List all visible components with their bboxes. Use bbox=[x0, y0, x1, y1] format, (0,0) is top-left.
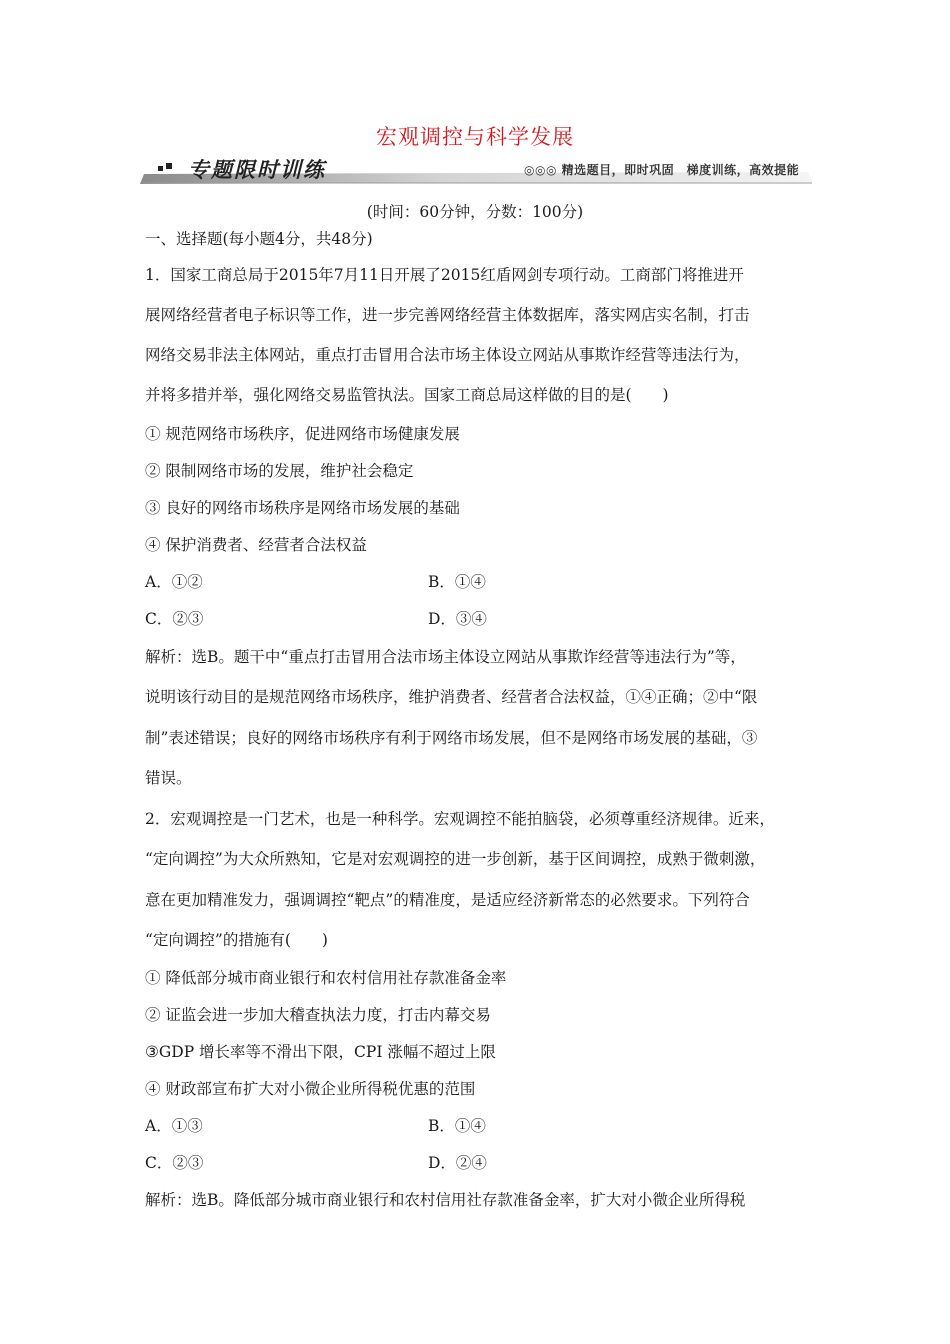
q2-option-d: D．②④ bbox=[428, 1154, 487, 1172]
q1-option-b: B．①④ bbox=[428, 573, 486, 591]
q1-stem-line: 并将多措并举，强化网络交易监管执法。国家工商总局这样做的目的是( ) bbox=[145, 386, 669, 404]
exam-meta: (时间：60分钟，分数：100分) bbox=[366, 203, 584, 221]
q1-stem-line: 展网络经营者电子标识等工作，进一步完善网络经营主体数据库，落实网店实名制，打击 bbox=[145, 306, 750, 324]
q1-stem-line: 1．国家工商总局于2015年7月11日开展了2015红盾网剑专项行动。工商部门将推进开 bbox=[145, 266, 744, 284]
q2-option-b: B．①④ bbox=[428, 1117, 486, 1135]
q1-item: ② 限制网络市场的发展，维护社会稳定 bbox=[145, 462, 414, 480]
q1-analysis-line: 制”表述错误；良好的网络市场秩序有利于网络市场发展，但不是网络市场发展的基础，③ bbox=[145, 729, 758, 747]
q2-item: ③GDP 增长率等不滑出下限，CPI 涨幅不超过上限 bbox=[145, 1043, 496, 1061]
q1-analysis-line: 解析：选B。题干中“重点打击冒用合法市场主体设立网站从事欺诈经营等违法行为”等， bbox=[145, 648, 746, 666]
q1-analysis-line: 说明该行动目的是规范网络市场秩序，维护消费者、经营者合法权益，①④正确；②中“限 bbox=[145, 688, 758, 706]
q1-item: ① 规范网络市场秩序，促进网络市场健康发展 bbox=[145, 425, 460, 443]
q1-analysis-line: 错误。 bbox=[145, 769, 192, 787]
q2-option-c: C．②③ bbox=[145, 1154, 204, 1172]
q2-item: ④ 财政部宣布扩大对小微企业所得税优惠的范围 bbox=[145, 1080, 476, 1098]
q2-analysis-line: 解析：选B。降低部分城市商业银行和农村信用社存款准备金率，扩大对小微企业所得税 bbox=[145, 1191, 746, 1209]
q1-option-a: A．①② bbox=[145, 573, 203, 591]
q1-stem-line: 网络交易非法主体网站，重点打击冒用合法市场主体设立网站从事欺诈经营等违法行为， bbox=[145, 346, 750, 364]
banner-label: 专题限时训练 bbox=[188, 158, 326, 182]
q2-option-a: A．①③ bbox=[145, 1117, 203, 1135]
q2-stem-line: 意在更加精准发力，强调调控“靶点”的精准度，是适应经济新常态的必然要求。下列符合 bbox=[145, 891, 750, 909]
q1-option-d: D．③④ bbox=[428, 610, 487, 628]
q2-item: ① 降低部分城市商业银行和农村信用社存款准备金率 bbox=[145, 969, 507, 987]
q2-item: ② 证监会进一步加大稽查执法力度，打击内幕交易 bbox=[145, 1006, 491, 1024]
banner-slogan: ◎◎◎ 精选题目，即时巩固 梯度训练，高效提能 bbox=[524, 163, 800, 177]
q2-stem-line: “定向调控”的措施有( ) bbox=[145, 931, 328, 949]
q2-stem-line: 2．宏观调控是一门艺术，也是一种科学。宏观调控不能拍脑袋，必须尊重经济规律。近来， bbox=[145, 810, 775, 828]
q1-option-c: C．②③ bbox=[145, 610, 204, 628]
q2-stem-line: “定向调控”为大众所熟知，它是对宏观调控的进一步创新，基于区间调控，成熟于微刺激， bbox=[145, 850, 766, 868]
q1-item: ③ 良好的网络市场秩序是网络市场发展的基础 bbox=[145, 499, 460, 517]
q1-item: ④ 保护消费者、经营者合法权益 bbox=[145, 536, 367, 554]
page-title: 宏观调控与科学发展 bbox=[376, 125, 574, 149]
section-heading: 一、选择题(每小题4分，共48分) bbox=[145, 230, 373, 248]
